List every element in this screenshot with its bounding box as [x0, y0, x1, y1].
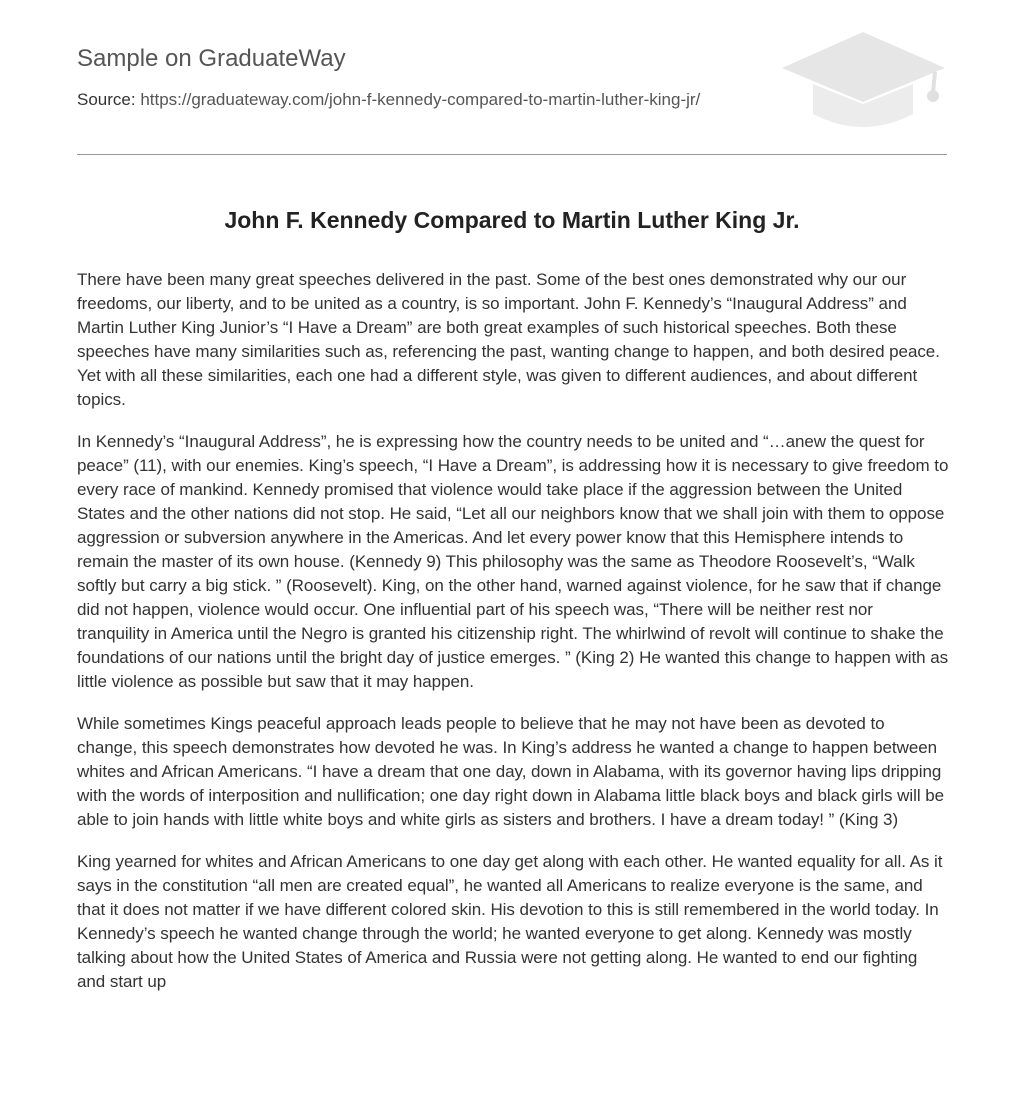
paragraph: While sometimes Kings peaceful approach leads people to believe that he may not have been as devoted to change, this speech demonstrates how devoted he was. In King’s address he wanted a change to happen between whites and African Americans. “I have a dream that one day, down in Alabama, with its governor having lips dripping with the words of interposition and nullification; one day right down in Alabama little black boys and black girls will be able to join hands with little white boys and white girls as sisters and brothers. I have a dream today! ” (King 3): [77, 714, 945, 829]
article-body: [77, 268, 949, 1012]
source-label: Source:: [77, 90, 141, 109]
site-name: Sample on GraduateWay: [77, 45, 346, 72]
header-divider: [77, 154, 947, 155]
source-link[interactable]: https://graduateway.com/john-f-kennedy-compared-to-martin-luther-king-jr/: [140, 90, 701, 109]
paragraph: There have been many great speeches delivered in the past. Some of the best ones demonstrated why our our freedoms, our liberty, and to be united as a country, is so important. John F. Kennedy’s “Inaugural Address” and Martin Luther King Junior’s “I Have a Dream” are both great examples of such historical speeches. Both these speeches have many similarities such as, referencing the past, wanting change to happen, and both desired peace. Yet with all these similarities, each one had a different style, was given to different audiences, and about different topics.: [77, 270, 940, 409]
document-title: John F. Kennedy Compared to Martin Luther King Jr.: [224, 207, 800, 233]
paragraph: In Kennedy’s “Inaugural Address”, he is expressing how the country needs to be united and “…anew the quest for peace” (11), with our enemies. King’s speech, “I Have a Dream”, is addressing how it is necessary to give freedom to every race of mankind. Kennedy promised that violence would take place if the aggression between the United States and the other nations did not stop. He said, “Let all our neighbors know that we shall join with them to oppose aggression or subversion anywhere in the Americas. And let every power know that this Hemisphere intends to remain the master of its own house. (Kennedy 9) This philosophy was the same as Theodore Roosevelt’s, “Walk softly but carry a big stick. ” (Roosevelt). King, on the other hand, warned against violence, for he saw that if change did not happen, violence would occur. One influential part of his speech was, “There will be neither rest nor tranquility in America until the Negro is granted his citizenship right. The whirlwind of revolt will continue to shake the foundations of our nations until the bright day of justice emerges. ” (King 2) He wanted this change to happen with as little violence as possible but saw that it may happen.: [77, 432, 949, 691]
source-line: [77, 89, 700, 111]
paragraph: King yearned for whites and African Americans to one day get along with each other. He wanted equality for all. As it says in the constitution “all men are created equal”, he wanted all Americans to realize everyone is the same, and that it does not matter if we have different colored skin. His devotion to this is still remembered in the world today. In Kennedy’s speech he wanted change through the world; he wanted everyone to get along. Kennedy was mostly talking about how the United States of America and Russia were not getting along. He wanted to end our fighting and start up: [77, 852, 943, 991]
graduation-cap-icon: [780, 28, 950, 134]
